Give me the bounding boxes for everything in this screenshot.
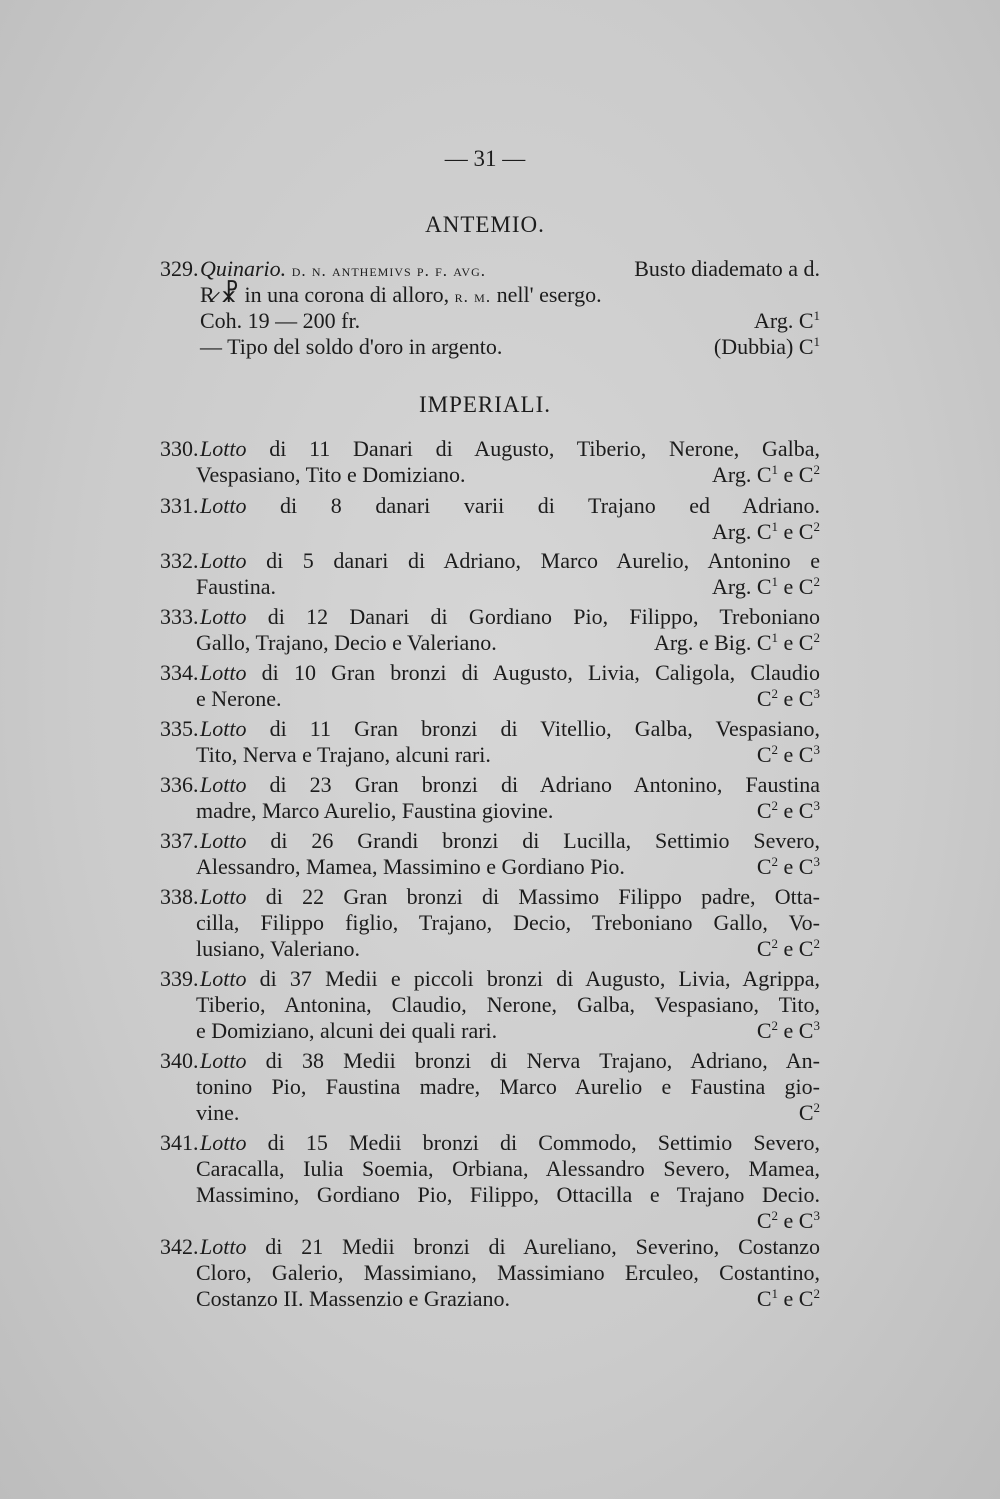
- grade: $C^2$ e $C^3$: [756, 742, 820, 767]
- grade: $C^2$ e $C^3$: [756, 1208, 820, 1233]
- entry-number: 337.: [160, 828, 199, 853]
- entry-text: cilla, Filippo figlio, Trajano, Decio, Treboniano Gallo, Vo-: [196, 910, 820, 935]
- entry-330: [160, 436, 820, 488]
- entry-text: vine. $C^2$: [196, 1100, 820, 1125]
- entry-number: 334.: [160, 660, 199, 685]
- lotto-label: Lotto: [200, 1130, 247, 1155]
- chi-rho-icon: ☧: [220, 282, 239, 308]
- entry-number: 341.: [160, 1130, 199, 1155]
- entry-text: Lotto di 26 Grandi bronzi di Lucilla, Settimio Severo,: [200, 828, 820, 853]
- reverse-description: in una corona di alloro,: [244, 282, 450, 307]
- entry-text: Lotto di 8 danari varii di Trajano ed Adriano.: [200, 493, 820, 518]
- entry-number: 338.: [160, 884, 199, 909]
- grade: Arg. $C^1$: [754, 308, 820, 333]
- entry-339: [160, 966, 820, 1044]
- mint-mark: r. m.: [454, 287, 492, 306]
- grade: Arg. e Big. $C^1$ e $C^2$: [654, 630, 820, 655]
- entry-text: e Domiziano, alcuni dei quali rari. $C^2$ e $C^3$: [196, 1018, 820, 1043]
- entry-text: Lotto di 23 Gran bronzi di Adriano Antonino, Faustina: [200, 772, 820, 797]
- entry-number: 332.: [160, 548, 199, 573]
- obverse-description: Busto diademato a d.: [634, 256, 820, 281]
- lotto-label: Lotto: [200, 884, 247, 909]
- entry-331: [160, 493, 820, 545]
- lotto-label: Lotto: [200, 660, 247, 685]
- entry-number: 335.: [160, 716, 199, 741]
- lotto-label: Lotto: [200, 1234, 247, 1259]
- page-number: — 31 —: [444, 146, 526, 171]
- grade: $C^2$ e $C^3$: [756, 798, 820, 823]
- entry-338: [160, 884, 820, 962]
- grade: $C^2$: [798, 1100, 820, 1125]
- entry-text: Tito, Nerva e Trajano, alcuni rari. $C^2$ e $C^3$: [196, 742, 820, 767]
- grade: $C^1$ e $C^2$: [756, 1286, 820, 1311]
- note-text: — Tipo del soldo d'oro in argento.: [200, 334, 503, 359]
- grade: $C^2$ e $C^2$: [756, 936, 820, 961]
- entry-text: Caracalla, Iulia Soemia, Orbiana, Alessandro Severo, Mamea,: [196, 1156, 820, 1181]
- coin-type: Quinario.: [200, 256, 287, 281]
- entry-number: 329.: [160, 256, 199, 281]
- section-heading-antemio: ANTEMIO.: [425, 212, 545, 237]
- grade: (Dubbia) $C^1$: [713, 334, 820, 359]
- grade: $C^2$ e $C^3$: [756, 854, 820, 879]
- lotto-label: Lotto: [200, 436, 247, 461]
- grade: Arg. $C^1$ e $C^2$: [712, 462, 820, 487]
- entry-text: Lotto di 37 Medii e piccoli bronzi di Augusto, Livia, Agrippa,: [200, 966, 820, 991]
- entry-text: Massimino, Gordiano Pio, Filippo, Ottacilla e Trajano Decio.: [196, 1182, 820, 1207]
- cohen-reference: Coh. 19 — 200 fr.: [200, 308, 361, 333]
- entry-number: 336.: [160, 772, 199, 797]
- lotto-label: Lotto: [200, 716, 247, 741]
- entry-text: Vespasiano, Tito e Domiziano. Arg. $C^1$ e $C^2$: [196, 462, 820, 487]
- entry-text: madre, Marco Aurelio, Faustina giovine. $C^2$ e $C^3$: [196, 798, 820, 823]
- entry-336: [160, 772, 820, 824]
- exergue-text: nell' esergo.: [496, 282, 602, 307]
- entry-text: Lotto di 22 Gran bronzi di Massimo Filippo padre, Otta-: [200, 884, 820, 909]
- entry-text: lusiano, Valeriano. $C^2$ e $C^2$: [196, 936, 820, 961]
- entry-text: tonino Pio, Faustina madre, Marco Aurelio e Faustina gio-: [196, 1074, 820, 1099]
- entry-text: Cloro, Galerio, Massimiano, Massimiano Erculeo, Costantino,: [196, 1260, 820, 1285]
- lotto-label: Lotto: [200, 493, 247, 518]
- entry-342: [160, 1234, 820, 1312]
- entry-number: 333.: [160, 604, 199, 629]
- entry-text: Lotto di 15 Medii bronzi di Commodo, Settimio Severo,: [200, 1130, 820, 1155]
- entry-text: Lotto di 5 danari di Adriano, Marco Aurelio, Antonino e: [200, 548, 820, 573]
- entry-text: Lotto di 38 Medii bronzi di Nerva Trajano, Adriano, An-: [200, 1048, 820, 1073]
- entry-341: [160, 1130, 820, 1234]
- entry-text: Lotto di 12 Danari di Gordiano Pio, Filippo, Treboniano: [200, 604, 820, 629]
- entry-number: 331.: [160, 493, 199, 518]
- entry-335: [160, 716, 820, 768]
- entry-334: [160, 660, 820, 712]
- grade: $C^2$ e $C^3$: [756, 1018, 820, 1043]
- reverse-symbol: R̷: [200, 282, 215, 307]
- grade: Arg. $C^1$ e $C^2$: [712, 574, 820, 599]
- entry-text: Lotto di 10 Gran bronzi di Augusto, Livia, Caligola, Claudio: [200, 660, 820, 685]
- entry-text: Lotto di 21 Medii bronzi di Aureliano, Severino, Costanzo: [200, 1234, 820, 1259]
- grade: $C^2$ e $C^3$: [756, 686, 820, 711]
- entry-333: [160, 604, 820, 656]
- lotto-label: Lotto: [200, 548, 247, 573]
- lotto-label: Lotto: [200, 966, 247, 991]
- entry-text: Alessandro, Mamea, Massimino e Gordiano Pio. $C^2$ e $C^3$: [196, 854, 820, 879]
- entry-text: Tiberio, Antonina, Claudio, Nerone, Galba, Vespasiano, Tito,: [196, 992, 820, 1017]
- lotto-label: Lotto: [200, 828, 247, 853]
- entry-number: 339.: [160, 966, 199, 991]
- entry-340: [160, 1048, 820, 1126]
- entry-text: Lotto di 11 Danari di Augusto, Tiberio, Nerone, Galba,: [200, 436, 820, 461]
- entry-337: [160, 828, 820, 880]
- coin-legend: d. n. anthemivs p. f. avg.: [291, 261, 486, 280]
- lotto-label: Lotto: [200, 772, 247, 797]
- entry-number: 340.: [160, 1048, 199, 1073]
- grade: Arg. $C^1$ e $C^2$: [712, 519, 820, 544]
- lotto-label: Lotto: [200, 1048, 247, 1073]
- entry-329: [160, 256, 820, 360]
- entry-number: 342.: [160, 1234, 199, 1259]
- entry-332: [160, 548, 820, 600]
- entry-number: 330.: [160, 436, 199, 461]
- section-heading-imperiali: IMPERIALI.: [418, 392, 552, 417]
- entry-text: Lotto di 11 Gran bronzi di Vitellio, Galba, Vespasiano,: [200, 716, 820, 741]
- entry-text: Costanzo II. Massenzio e Graziano. $C^1$ e $C^2$: [196, 1286, 820, 1311]
- entry-text: Gallo, Trajano, Decio e Valeriano. Arg. e Big. $C^1$ e $C^2$: [196, 630, 820, 655]
- lotto-label: Lotto: [200, 604, 247, 629]
- entry-text: Faustina. Arg. $C^1$ e $C^2$: [196, 574, 820, 599]
- entry-text: e Nerone. $C^2$ e $C^3$: [196, 686, 820, 711]
